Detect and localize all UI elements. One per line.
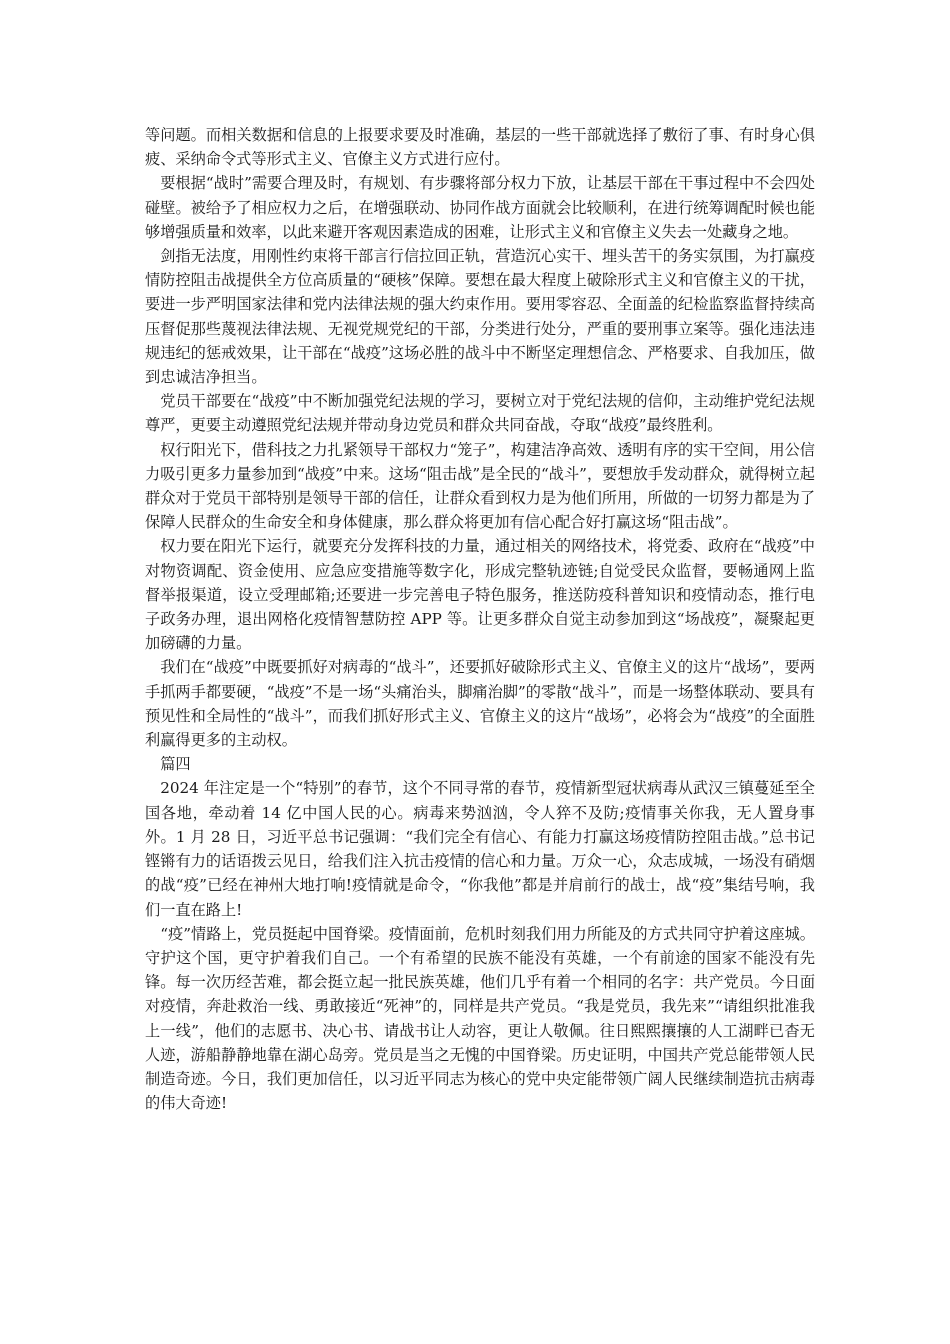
paragraph: 剑指无法度，用刚性约束将干部言行信拉回正轨，营造沉心实干、埋头苦干的务实氛围，为打赢疫情防控阻击战提供全方位高质量的“硬核”保障。要想在最大程度上破除形式主义和官僚主义的干扰，要进一步严明国家法律和党内法律法规的强大约束作用。要用零容忍、全面盖的纪检监察监督持续高压督促那些蔑视法律法规、无视党规党纪的干部，分类进行处分，严重的要刑事立案等。强化违法违规违纪的惩戒效果，让干部在“战疫”这场必胜的战斗中不断坚定理想信念、严格要求、自我加压，做到忠诚洁净担当。 [145,247,815,387]
paragraph: 要根据“战时”需要合理及时，有规划、有步骤将部分权力下放，让基层干部在干事过程中不会四处碰壁。被给予了相应权力之后，在增强联动、协同作战方面就会比较顺利，在进行统筹调配时候也能够增强质量和效率，以此来避开客观因素造成的困难，让形式主义和官僚主义失去一处藏身之地。 [145,174,815,241]
paragraph: 2024 年注定是一个“特别”的春节，这个不同寻常的春节，疫情新型冠状病毒从武汉三镇蔓延至全国各地，牵动着 14 亿中国人民的心。病毒来势汹汹，令人猝不及防;疫情事关你我，无人置身事外。1 月 28 日，习近平总书记强调：“我们完全有信心、有能力打赢这场疫情防控阻击战。”总书记铿锵有力的话语拨云见日，给我们注入抗击疫情的信心和力量。万众一心，众志成城，一场没有硝烟的战“疫”已经在神州大地打响!疫情就是命令，“你我他”都是并肩前行的战士，战“疫”集结号响，我们一直在路上! [145,779,815,919]
paragraph: 我们在“战疫”中既要抓好对病毒的“战斗”，还要抓好破除形式主义、官僚主义的这片“战场”，要两手抓两手都要硬，“战疫”不是一场“头痛治头，脚痛治脚”的零散“战斗”，而是一场整体联动、要具有预见性和全局性的“战斗”，而我们抓好形式主义、官僚主义的这片“战场”，必将会为“战疫”的全面胜利赢得更多的主动权。 [145,658,815,750]
section-heading: 篇四 [160,755,191,774]
paragraph: 权力要在阳光下运行，就要充分发挥科技的力量，通过相关的网络技术，将党委、政府在“战疫”中对物资调配、资金使用、应急应变措施等数字化，形成完整轨迹链;自觉受民众监督，要畅通网上监督举报渠道，设立受理邮箱;还要进一步完善电子特色服务，推送防疫科普知识和疫情动态，推行电子政务办理，退出网格化疫情智慧防控 APP 等。让更多群众自觉主动参加到这“场战疫”，凝聚起更加磅礴的力量。 [145,537,815,653]
paragraph: 等问题。而相关数据和信息的上报要求要及时准确，基层的一些干部就选择了敷衍了事、有时身心俱疲、采纳命令式等形式主义、官僚主义方式进行应付。 [145,126,815,169]
paragraph: “疫”情路上，党员挺起中国脊梁。疫情面前，危机时刻我们用力所能及的方式共同守护着这座城。守护这个国，更守护着我们自己。一个有希望的民族不能没有英雄，一个有前途的国家不能没有先锋。每一次历经苦难，都会挺立起一批民族英雄，他们几乎有着一个相同的名字：共产党员。今日面对疫情，奔赴救治一线、勇敢接近“死神”的，同样是共产党员。“我是党员，我先来”“请组织批准我上一线”，他们的志愿书、决心书、请战书让人动容，更让人敬佩。往日熙熙攘攘的人工湖畔已杳无人迹，游船静静地靠在湖心岛旁。党员是当之无愧的中国脊梁。历史证明，中国共产党总能带领人民制造奇迹。今日，我们更加信任，以习近平同志为核心的党中央定能带领广阔人民继续制造抗击病毒的伟大奇迹! [145,924,815,1113]
paragraph: 权行阳光下，借科技之力扎紧领导干部权力“笼子”，构建洁净高效、透明有序的实干空间，用公信力吸引更多力量参加到“战疫”中来。这场“阻击战”是全民的“战斗”，要想放手发动群众，就得树立起群众对于党员干部特别是领导干部的信任，让群众看到权力是为他们所用，所做的一切努力都是为了保障人民群众的生命安全和身体健康，那么群众将更加有信心配合好打赢这场“阻击战”。 [145,440,815,532]
paragraph: 党员干部要在“战疫”中不断加强党纪法规的学习，要树立对于党纪法规的信仰，主动维护党纪法规尊严，更要主动遵照党纪法规并带动身边党员和群众共同奋战，夺取“战疫”最终胜利。 [145,392,815,435]
document-body [145,123,815,1115]
